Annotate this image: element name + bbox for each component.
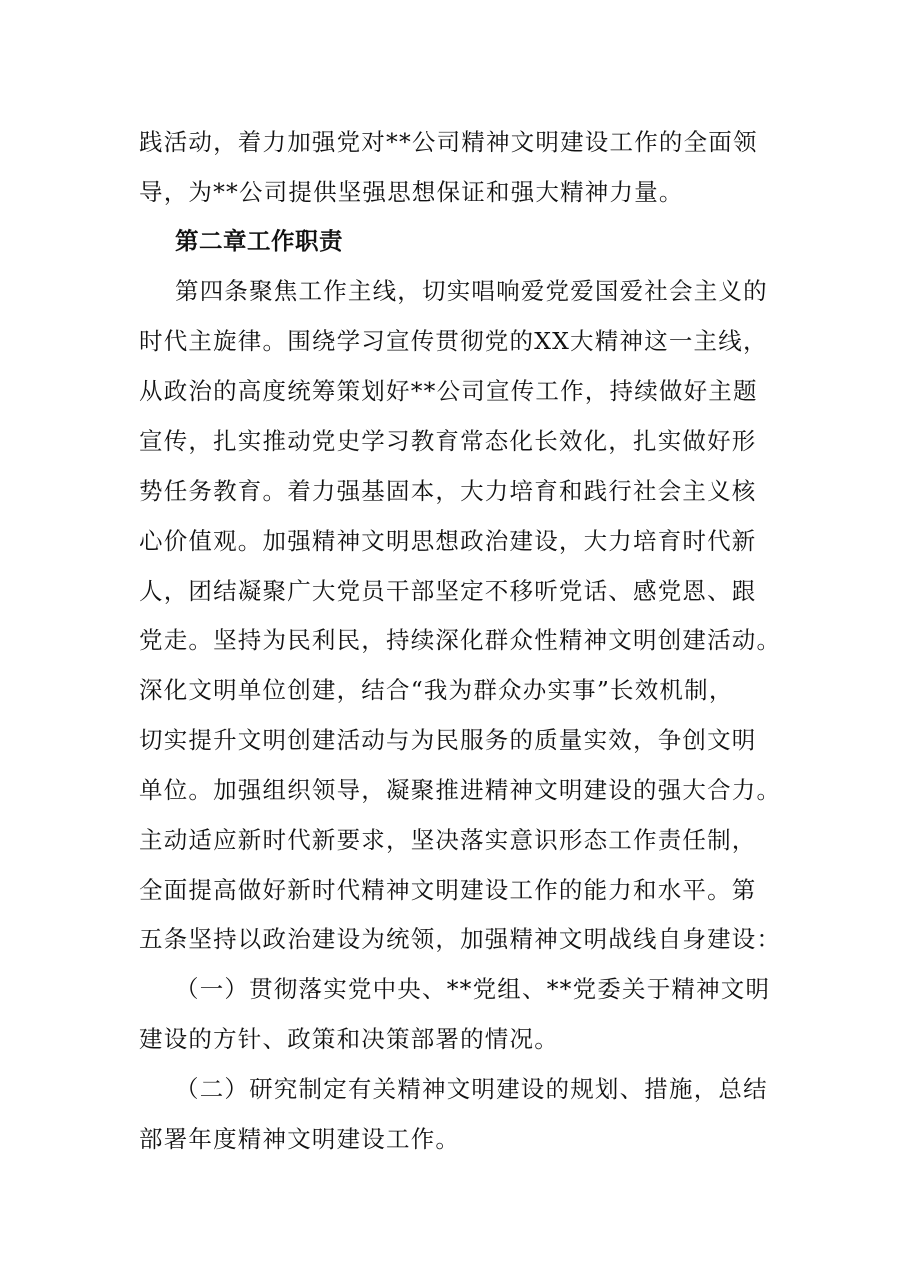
text-line-7: 宣传，扎实推动党史学习教育常态化长效化，扎实做好形 [139,427,757,455]
text-line-11: 党走。坚持为民利民，持续深化群众性精神文明创建活动。 [139,626,782,654]
text-line-6: 从政治的高度统筹策划好**公司宣传工作，持续做好主题 [139,377,758,405]
list-item-1-line-1: （一）贯彻落实党中央、**党组、**党委关于精神文明 [175,975,771,1003]
text-line-10: 人，团结凝聚广大党员干部坚定不移听党话、感党恩、跟 [139,577,757,605]
text-line-1: 践活动，着力加强党对**公司精神文明建设工作的全面领 [139,128,758,156]
list-item-2-line-2: 部署年度精神文明建设工作。 [139,1125,461,1153]
text-line-9: 心价值观。加强精神文明思想政治建设，大力培育时代新 [139,527,757,555]
text-line-2: 导，为**公司提供坚强思想保证和强大精神力量。 [139,178,684,206]
text-line-12: 深化文明单位创建，结合“我为群众办实事”长效机制， [139,676,734,704]
list-item-1-line-2: 建设的方针、政策和决策部署的情况。 [139,1025,559,1053]
list-item-2-line-1: （二）研究制定有关精神文明建设的规划、措施，总结 [175,1075,768,1103]
chapter-heading: 第二章工作职责 [175,227,343,255]
text-line-14: 单位。加强组织领导，凝聚推进精神文明建设的强大合力。 [139,776,782,804]
text-line-13: 切实提升文明创建活动与为民服务的质量实效，争创文明 [139,726,757,754]
text-line-5: 时代主旋律。围绕学习宣传贯彻党的XX大精神这一主线， [139,327,768,355]
text-line-16: 全面提高做好新时代精神文明建设工作的能力和水平。第 [139,876,757,904]
text-line-15: 主动适应新时代新要求，坚决落实意识形态工作责任制， [139,826,757,854]
text-line-17: 五条坚持以政治建设为统领，加强精神文明战线自身建设： [139,925,782,953]
text-line-4: 第四条聚焦工作主线，切实唱响爱党爱国爱社会主义的 [175,277,768,305]
text-line-8: 势任务教育。着力强基固本，大力培育和践行社会主义核 [139,477,757,505]
